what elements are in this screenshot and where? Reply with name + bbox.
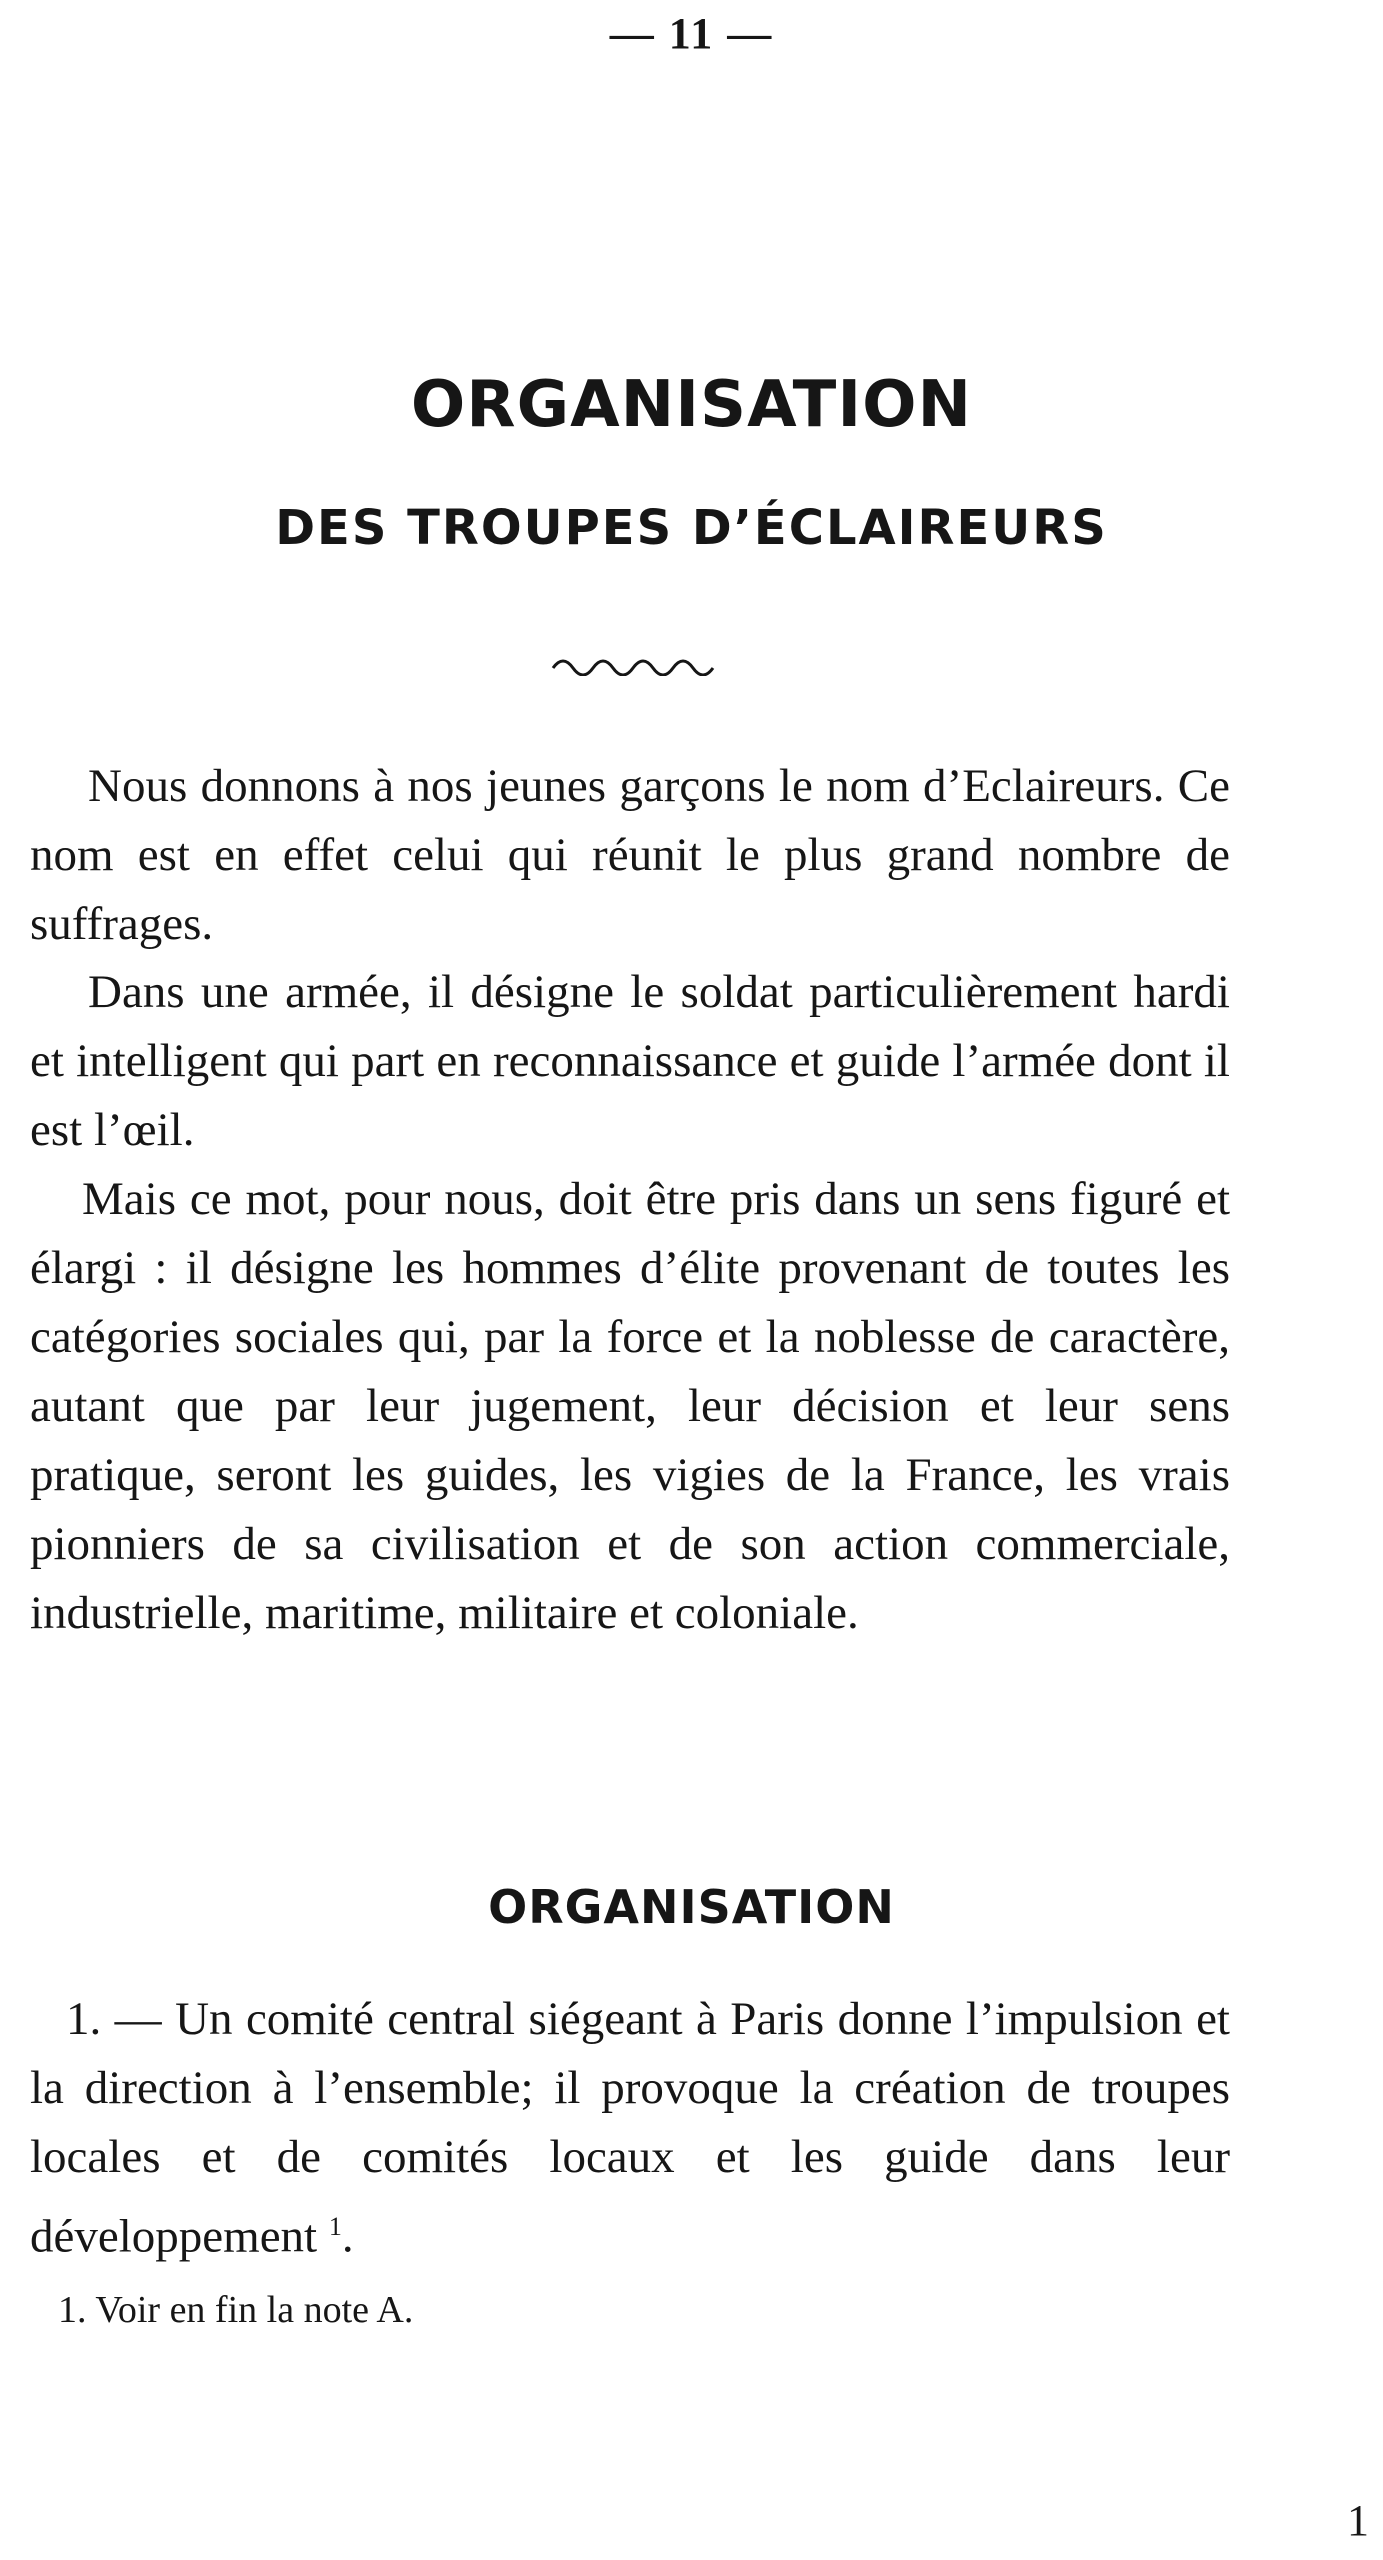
footnote: 1. Voir en fin la note A.	[58, 2289, 414, 2331]
page-number: — 11 —	[609, 9, 774, 58]
page-title: ORGANISATION	[410, 368, 973, 442]
page-subtitle: DES TROUPES D’ÉCLAIREURS	[275, 500, 1108, 556]
section-heading: ORGANISATION	[488, 1880, 895, 1934]
section-paragraph-text: 1. — Un comité central siégeant à Paris donne l’impulsion et la direction à l’ensemble; il provoque la création de troupes locales et de comités locaux et les guide dans leur développement	[30, 1993, 1230, 2263]
footnote-reference: 1	[328, 2212, 342, 2241]
paragraph-1: Nous donnons à nos jeunes garçons le nom d’Eclaireurs. Ce nom est en effet celui qui réunit le plus grand nombre de suffrages.	[30, 760, 1230, 950]
paragraph-2: Dans une armée, il désigne le soldat particulièrement hardi et intelligent qui part en reconnaissance et guide l’armée dont il est l’œil.	[30, 966, 1230, 1156]
section-paragraph: 1. — Un comité central siégeant à Paris donne l’impulsion et la direction à l’ensemble; il provoque la création de troupes locales et de comités locaux et les guide dans leur développement $^1$.	[30, 1993, 1230, 2263]
wavy-divider-ornament	[551, 650, 716, 676]
corner-mark: 1	[1347, 2496, 1369, 2545]
paragraph-3: Mais ce mot, pour nous, doit être pris dans un sens figuré et élargi : il désigne les hommes d’élite provenant de toutes les catégories sociales qui, par la force et la noblesse de caractère, autant que par leur jugement, leur décision et leur sens pratique, seront les guides, les vigies de la France, les vrais pionniers de sa civilisation et de son action commerciale, industrielle, maritime, militaire et coloniale.	[30, 1173, 1230, 1639]
